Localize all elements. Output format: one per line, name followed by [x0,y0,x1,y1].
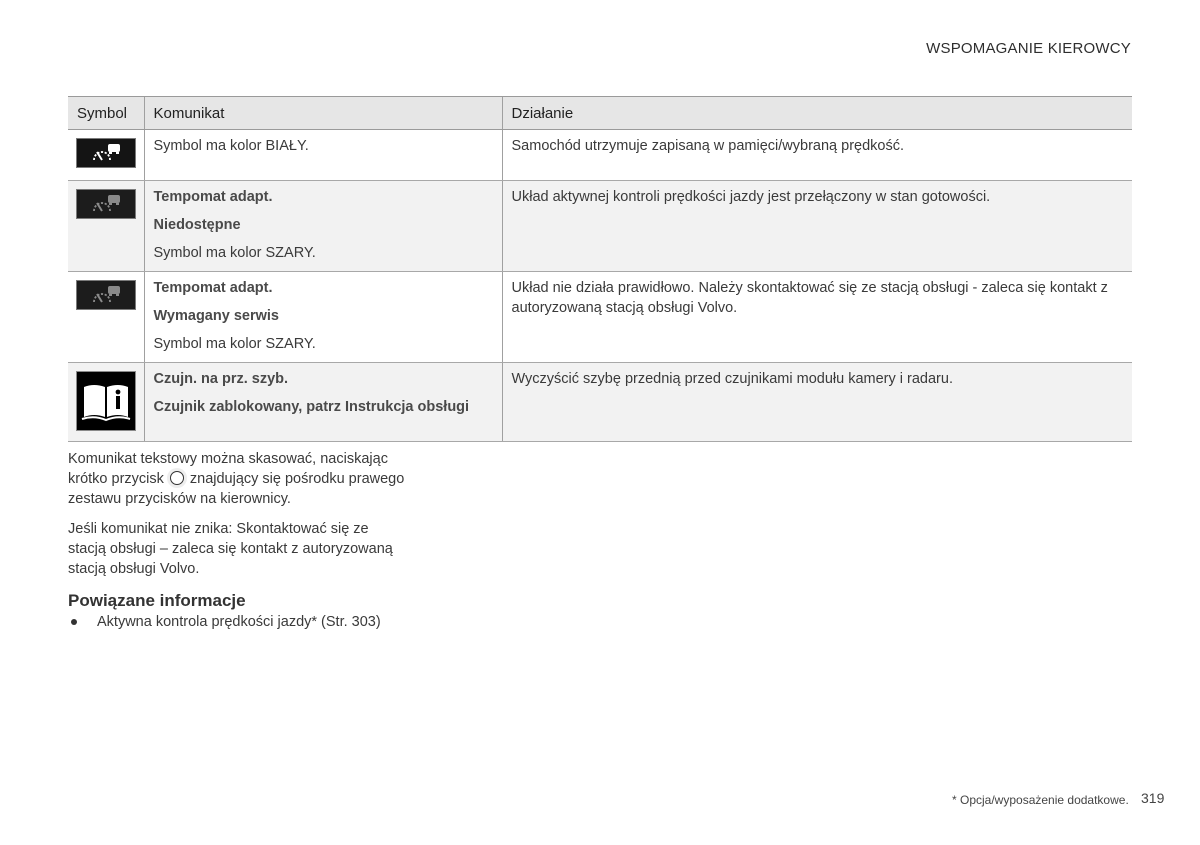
column-header-message: Komunikat [144,97,502,130]
message-line: Niedostępne [153,217,241,233]
message-cell [144,363,502,442]
table-row [68,272,1132,363]
owners-manual-icon [76,371,136,431]
table-row [68,363,1132,442]
message-line: Symbol ma kolor SZARY. [153,245,316,261]
message-line: Symbol ma kolor BIAŁY. [153,138,309,154]
table-row [68,130,1132,181]
message-line: Symbol ma kolor SZARY. [153,336,316,352]
related-info-title: Powiązane informacje [68,591,246,610]
message-line: Tempomat adapt. [153,189,273,205]
action-cell: Układ aktywnej kontroli prędkości jazdy jest przełączony w stan gotowości. [502,181,1132,272]
cruise-control-grey-icon [76,189,136,219]
symbol-cell [68,363,144,442]
message-cell [144,130,502,181]
message-line: Czujnik zablokowany, patrz Instrukcja obsługi [153,399,470,415]
paragraph-text: znajdujący się pośrodku prawego zestawu przycisków na kierownicy. [68,471,405,507]
related-info-list [68,612,381,632]
page-number: 319 [1141,790,1165,806]
action-cell: Układ nie działa prawidłowo. Należy skontaktować się ze stacją obsługi - zaleca się kontakt z autoryzowaną stacją obsługi Volvo. [502,272,1132,363]
message-cell [144,181,502,272]
table-row [68,181,1132,272]
paragraph-text: Komunikat tekstowy można skasować, naciskając krótko przycisk [68,451,388,487]
symbol-cell [68,130,144,181]
column-header-action: Działanie [502,97,1132,130]
cruise-control-white-icon [76,138,136,168]
message-line: Czujn. na prz. szyb. [153,371,289,387]
steering-wheel-ok-button-icon [170,471,184,485]
contact-service-paragraph: Jeśli komunikat nie znika: Skontaktować się ze stacją obsługi – zaleca się kontakt z autoryzowaną stacją obsługi Volvo. [68,521,393,577]
cruise-control-grey-icon [76,280,136,310]
symbol-cell [68,181,144,272]
message-cell [144,272,502,363]
message-line: Wymagany serwis [153,308,279,324]
message-line: Tempomat adapt. [153,280,273,296]
action-cell: Wyczyścić szybę przednią przed czujnikami modułu kamery i radaru. [502,363,1132,442]
related-info-link[interactable]: Aktywna kontrola prędkości jazdy* (Str. 303) [68,612,381,632]
footnote: * Opcja/wyposażenie dodatkowe. [952,793,1129,807]
column-header-symbol: Symbol [68,97,144,130]
action-cell: Samochód utrzymuje zapisaną w pamięci/wybraną prędkość. [502,130,1132,181]
message-table [68,96,1132,442]
reset-message-paragraph [68,449,408,509]
section-title: WSPOMAGANIE KIEROWCY [926,40,1131,57]
symbol-cell [68,272,144,363]
table-header-row [68,97,1132,130]
